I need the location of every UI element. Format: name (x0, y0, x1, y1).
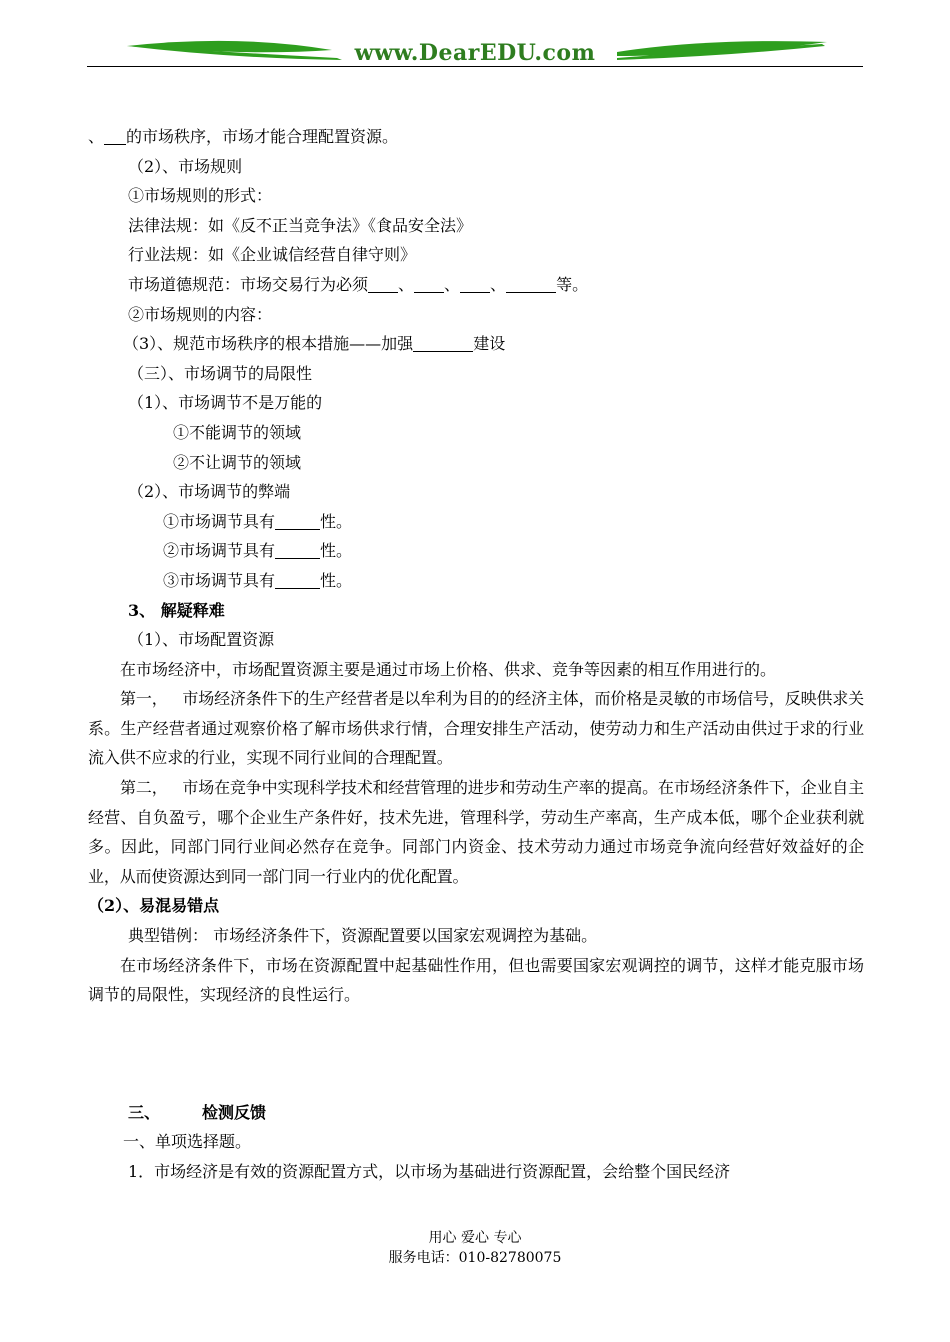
site-logo-text[interactable]: www.DearEDU.com (354, 40, 596, 66)
subheading-limitations: （三）、市场调节的局限性 (128, 363, 313, 383)
text-question-1: 1．市场经济是有效的资源配置方式，以市场为基础进行资源配置，会给整个国民经济 (128, 1162, 731, 1181)
text-rule-content: ②市场规则的内容： (128, 304, 273, 324)
text-line-market-order: 、 的市场秩序，市场才能合理配置资源。 (88, 127, 399, 146)
text-industry-rules: 行业法规：如《企业诚信经营自律守则》 (128, 245, 417, 265)
fill-blank[interactable] (506, 274, 556, 293)
fill-blank[interactable] (275, 570, 320, 589)
text-laws: 法律法规：如《反不正当竞争法》《食品安全法》 (128, 215, 473, 235)
text-drawback-2: ②市场调节具有 性。 (163, 541, 353, 561)
text-moral-norms: 市场道德规范：市场交易行为必须 、 、 、 等。 (128, 274, 589, 294)
subheading-market-allocation: （1）、市场配置资源 (128, 630, 275, 650)
text-typical-mistake: 典型错例： 市场经济条件下，资源配置要以国家宏观调控为基础。 (128, 926, 598, 946)
fill-blank[interactable] (414, 274, 444, 293)
text-drawback-3: ③市场调节具有 性。 (163, 570, 353, 590)
header-divider (87, 66, 863, 67)
fill-blank[interactable] (104, 126, 126, 145)
fill-blank[interactable] (275, 511, 320, 530)
footer-slogan: 用心 爱心 专心 (428, 1230, 522, 1246)
heading-test-feedback: 三、 检测反馈 (128, 1102, 267, 1122)
subheading-market-rules: （2）、市场规则 (128, 156, 243, 176)
paragraph-market-allocation: 在市场经济中，市场配置资源主要是通过市场上价格、供求、竞争等因素的相互作用进行的。 (120, 659, 777, 679)
text-fundamental-measure: （3）、规范市场秩序的根本措施——加强 建设 (123, 334, 506, 354)
text-drawbacks: （2）、市场调节的弊端 (128, 482, 291, 502)
fill-blank[interactable] (413, 333, 473, 352)
paragraph-first-point: 第一， 市场经济条件下的生产经营者是以牟利为目的的经济主体，而价格是灵敏的市场信号，反映供求关系。生产经营者通过观察价格了解市场供求行情，合理安排生产活动，使劳动力和生产活动由供过于求的行业流入供不应求的行业，实现不同行业间的合理配置。 (88, 689, 864, 768)
site-header (87, 36, 863, 70)
page-footer (0, 1228, 950, 1268)
text-single-choice: 一、单项选择题。 (123, 1132, 252, 1152)
document-body (88, 122, 864, 1187)
text-not-allowed-regulate: ②不让调节的领域 (173, 452, 302, 472)
text-not-omnipotent: （1）、市场调节不是万能的 (128, 393, 323, 413)
fill-blank[interactable] (460, 274, 490, 293)
paragraph-second-point: 第二， 市场在竞争中实现科学技术和经营管理的进步和劳动生产率的提高。在市场经济条件下，企业自主经营、自负盈亏，哪个企业生产条件好，技术先进，管理科学，劳动生产率高，生产成本低，哪个企业获利就多。因此，同部门同行业间必然存在竞争。同部门内资金、技术劳动力通过市场竞争流向经营好效益好的企业，从而使资源达到同一部门同一行业内的优化配置。 (88, 778, 864, 886)
fill-blank[interactable] (275, 540, 320, 559)
text-rule-forms: ①市场规则的形式： (128, 186, 273, 206)
text-cannot-regulate: ①不能调节的领域 (173, 422, 302, 442)
paragraph-correction: 在市场经济条件下，市场在资源配置中起基础性作用，但也需要国家宏观调控的调节，这样才能克服市场调节的局限性，实现经济的良性运行。 (88, 955, 864, 1005)
subheading-common-mistakes: （2）、易混易错点 (88, 896, 220, 916)
fill-blank[interactable] (368, 274, 398, 293)
text-drawback-1: ①市场调节具有 性。 (163, 511, 353, 531)
heading-explanations: 3、 解疑释难 (128, 600, 225, 620)
footer-phone: 服务电话：010-82780075 (388, 1250, 562, 1266)
